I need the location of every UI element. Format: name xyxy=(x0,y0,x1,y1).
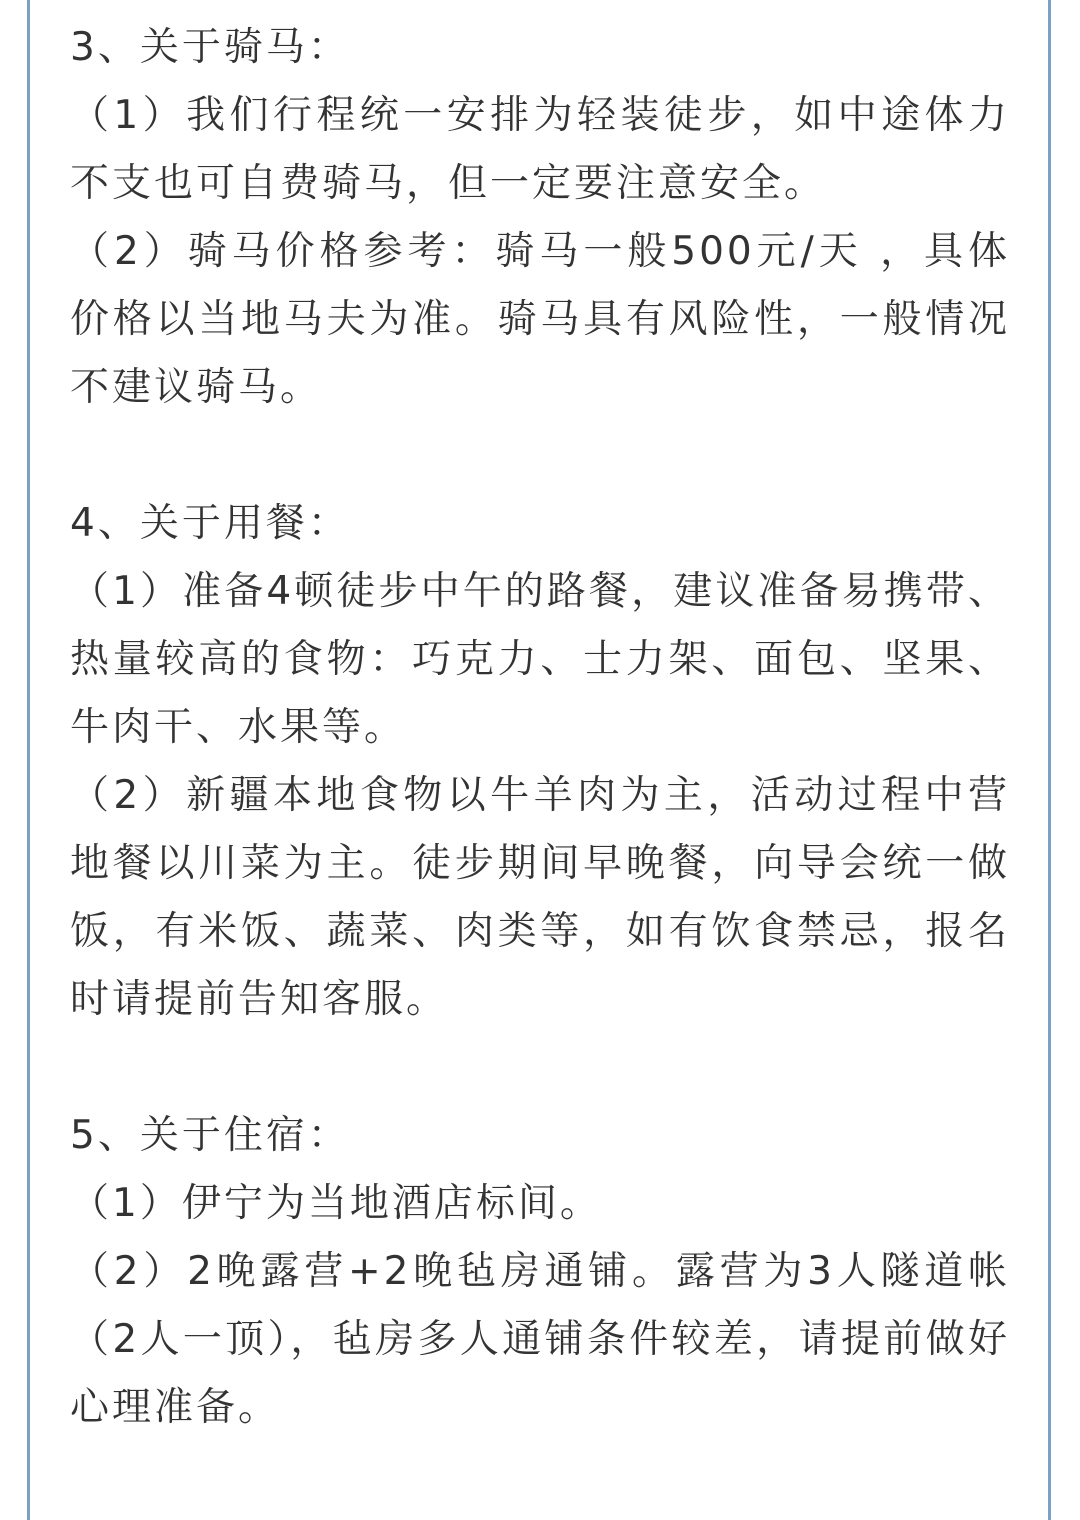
section-heading: 4、关于用餐： xyxy=(70,501,350,546)
section-lodging xyxy=(70,1102,1010,1442)
section-heading: 3、关于骑马： xyxy=(70,25,350,70)
paragraph: （2）骑马价格参考：骑马一般500元/天 ，具体价格以当地马夫为准。骑马具有风险性，一般情况不建议骑马。 xyxy=(70,229,1010,410)
article-body xyxy=(70,14,1010,1442)
paragraph: （1）准备4顿徒步中午的路餐，建议准备易携带、热量较高的食物：巧克力、士力架、面包、坚果、牛肉干、水果等。 xyxy=(70,569,1010,750)
paragraph: （2）新疆本地食物以牛羊肉为主，活动过程中营地餐以川菜为主。徒步期间早晚餐，向导会统一做饭，有米饭、蔬菜、肉类等，如有饮食禁忌，报名时请提前告知客服。 xyxy=(70,773,1010,1022)
paragraph: （1）我们行程统一安排为轻装徒步，如中途体力不支也可自费骑马，但一定要注意安全。 xyxy=(70,93,1010,206)
section-riding xyxy=(70,14,1010,422)
paragraph: （2）2晚露营+2晚毡房通铺。露营为3人隧道帐（2人一顶），毡房多人通铺条件较差，请提前做好心理准备。 xyxy=(70,1249,1010,1430)
paragraph: （1）伊宁为当地酒店标间。 xyxy=(70,1181,602,1226)
section-meals xyxy=(70,490,1010,1034)
section-heading: 5、关于住宿： xyxy=(70,1113,350,1158)
